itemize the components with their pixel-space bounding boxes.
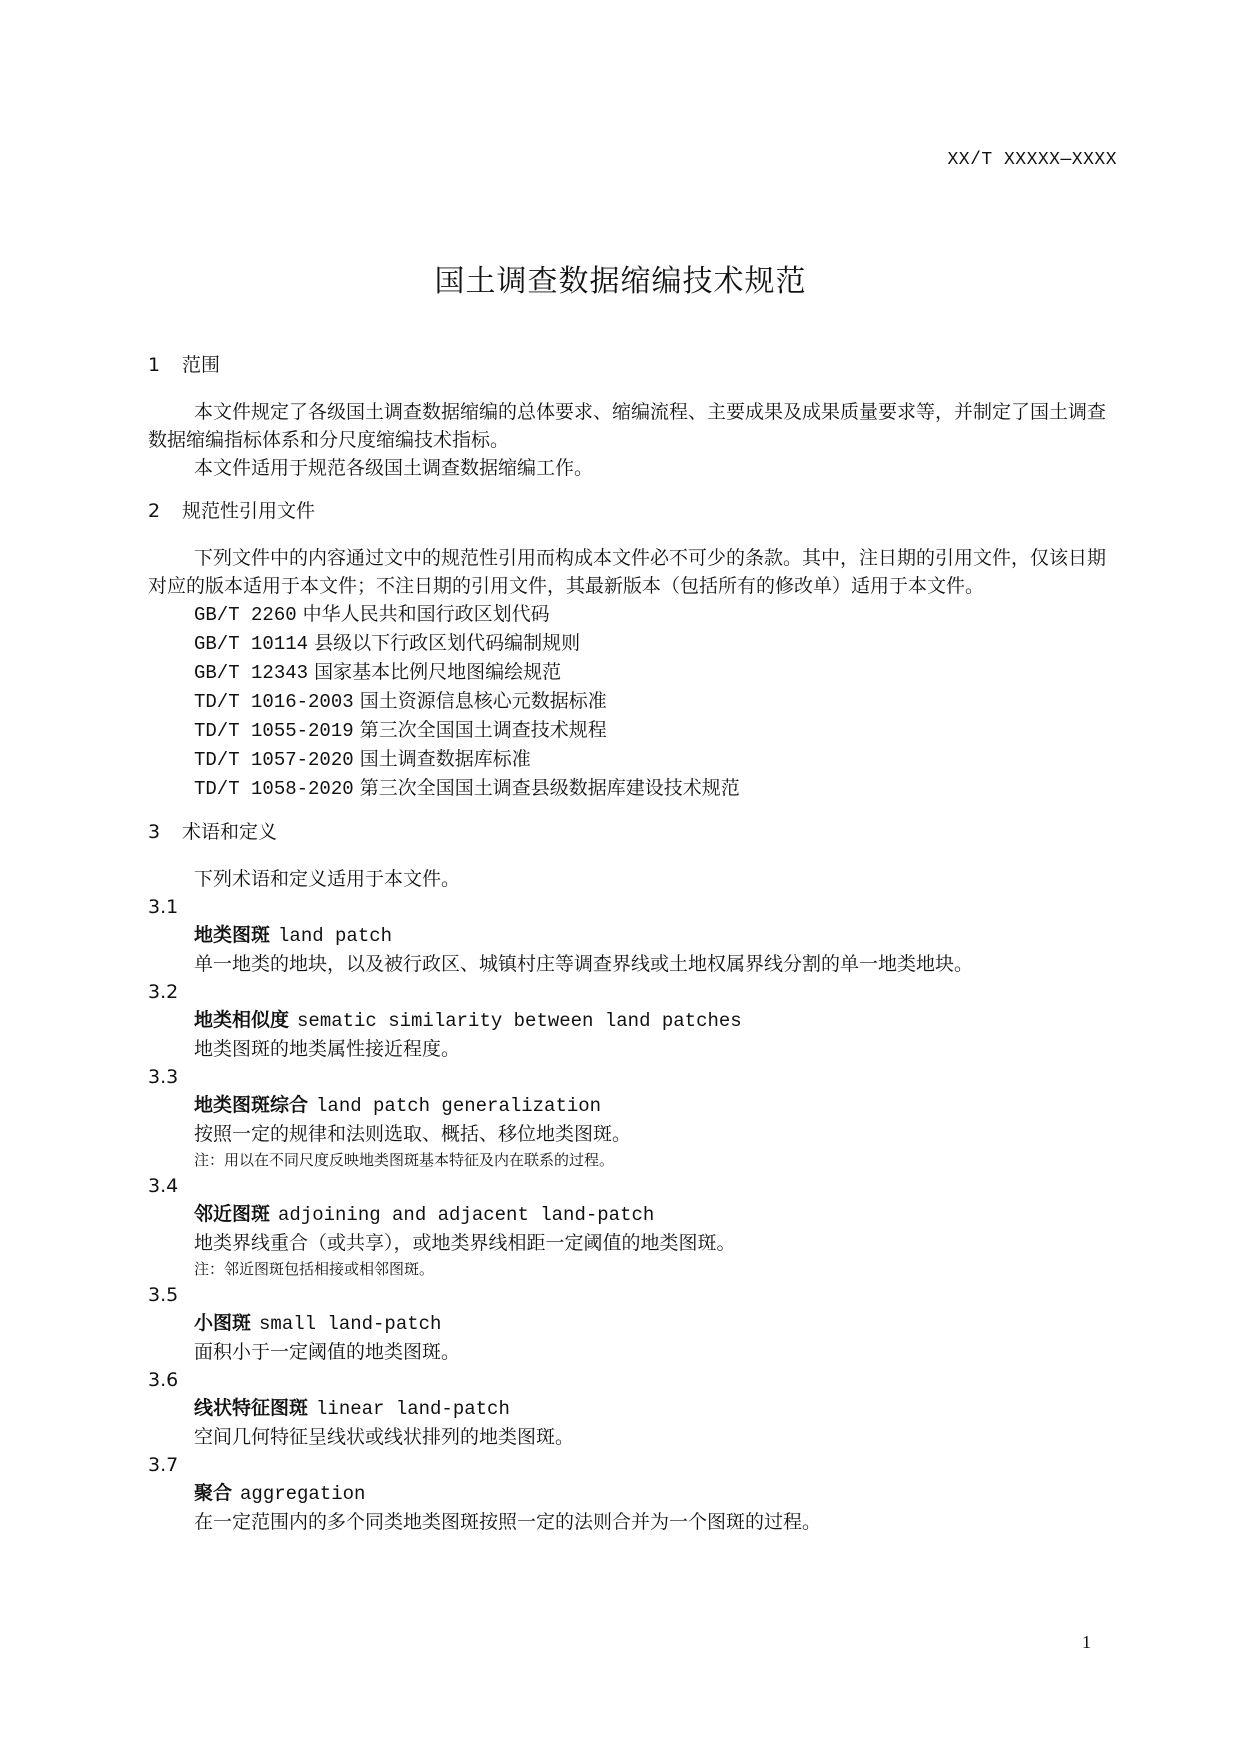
reference-item [148,600,1123,629]
term-definition: 空间几何特征呈线状或线状排列的地类图斑。 [194,1426,575,1448]
term-chinese: 地类图斑综合 [194,1094,309,1116]
reference-code: GB/T 2260 [194,604,297,626]
term-english: land patch [278,925,393,947]
section-number: 3 [148,821,161,843]
reference-item [148,774,1123,803]
paragraph: 下列术语和定义适用于本文件。 [194,868,461,890]
reference-name: 国土调查数据库标准 [359,748,531,770]
term-entry [148,1281,1123,1366]
reference-name: 国家基本比例尺地图编绘规范 [314,661,562,683]
term-english: sematic similarity between land patches [297,1010,742,1032]
reference-code: GB/T 10114 [194,633,309,655]
term-english: small land-patch [259,1313,442,1335]
section-heading-terms [148,817,1123,847]
section-title: 范围 [182,354,221,376]
reference-code: TD/T 1057-2020 [194,749,354,771]
term-entry [148,978,1123,1063]
term-entry [148,1172,1123,1281]
term-entry [148,1366,1123,1451]
term-definition: 面积小于一定阈值的地类图斑。 [194,1341,461,1363]
document-title: 国土调查数据缩编技术规范 [434,264,807,299]
term-definition: 地类界线重合（或共享），或地类界线相距一定阈值的地类图斑。 [194,1232,736,1254]
term-definition: 按照一定的规律和法则选取、概括、移位地类图斑。 [194,1123,632,1145]
paragraph: 下列文件中的内容通过文中的规范性引用而构成本文件必不可少的条款。其中，注日期的引用文件，仅该日期对应的版本适用于本文件；不注日期的引用文件，其最新版本（包括所有的修改单）适用于本文件。 [148,547,1107,597]
term-definition: 在一定范围内的多个同类地类图斑按照一定的法则合并为一个图斑的过程。 [194,1511,822,1533]
page-number: 1 [1082,1632,1091,1652]
term-number: 3.3 [148,1066,179,1088]
term-name [148,1309,1123,1338]
term-english: adjoining and adjacent land-patch [278,1204,655,1226]
reference-code: TD/T 1058-2020 [194,778,354,800]
reference-item [148,745,1123,774]
term-name [148,1200,1123,1229]
term-name [148,1479,1123,1508]
paragraph: 本文件规定了各级国土调查数据缩编的总体要求、缩编流程、主要成果及成果质量要求等，并制定了国土调查数据缩编指标体系和分尺度缩编技术指标。 [148,401,1107,451]
reference-item [148,629,1123,658]
reference-code: TD/T 1016-2003 [194,691,354,713]
reference-name: 县级以下行政区划代码编制规则 [314,632,581,654]
term-name [148,1006,1123,1035]
reference-name: 第三次全国国土调查县级数据库建设技术规范 [359,777,740,799]
term-definition: 地类图斑的地类属性接近程度。 [194,1038,461,1060]
term-chinese: 地类图斑 [194,924,271,946]
term-chinese: 聚合 [194,1482,233,1504]
term-name [148,1394,1123,1423]
term-note: 注：用以在不同尺度反映地类图斑基本特征及内在联系的过程。 [194,1151,615,1169]
reference-code: TD/T 1055-2019 [194,720,354,742]
section-title: 术语和定义 [182,821,278,843]
reference-name: 国土资源信息核心元数据标准 [359,690,607,712]
reference-item [148,687,1123,716]
term-entry [148,893,1123,978]
section-heading-scope [148,350,1123,380]
term-number: 3.6 [148,1369,179,1391]
term-english: aggregation [240,1483,366,1505]
term-english: land patch generalization [316,1095,602,1117]
term-entry [148,1451,1123,1536]
term-name [148,1091,1123,1120]
section-title: 规范性引用文件 [182,500,316,522]
term-chinese: 线状特征图斑 [194,1397,309,1419]
paragraph: 本文件适用于规范各级国土调查数据缩编工作。 [194,457,594,479]
reference-name: 第三次全国国土调查技术规程 [359,719,607,741]
term-number: 3.4 [148,1175,179,1197]
document-code: XX/T XXXXX—XXXX [947,150,1117,170]
reference-item [148,658,1123,687]
term-number: 3.1 [148,896,179,918]
reference-name: 中华人民共和国行政区划代码 [302,603,550,625]
term-number: 3.7 [148,1454,179,1476]
section-number: 1 [148,354,161,376]
section-number: 2 [148,500,161,522]
term-name [148,921,1123,950]
term-note: 注：邻近图斑包括相接或相邻图斑。 [194,1260,435,1278]
term-english: linear land-patch [316,1398,510,1420]
reference-item [148,716,1123,745]
document-body [148,350,1123,1536]
term-number: 3.5 [148,1284,179,1306]
term-chinese: 小图斑 [194,1312,252,1334]
reference-code: GB/T 12343 [194,662,309,684]
term-chinese: 地类相似度 [194,1009,290,1031]
term-entry [148,1063,1123,1172]
term-number: 3.2 [148,981,179,1003]
term-chinese: 邻近图斑 [194,1203,271,1225]
term-definition: 单一地类的地块，以及被行政区、城镇村庄等调查界线或土地权属界线分割的单一地类地块。 [194,953,974,975]
section-heading-normative-references [148,496,1123,526]
